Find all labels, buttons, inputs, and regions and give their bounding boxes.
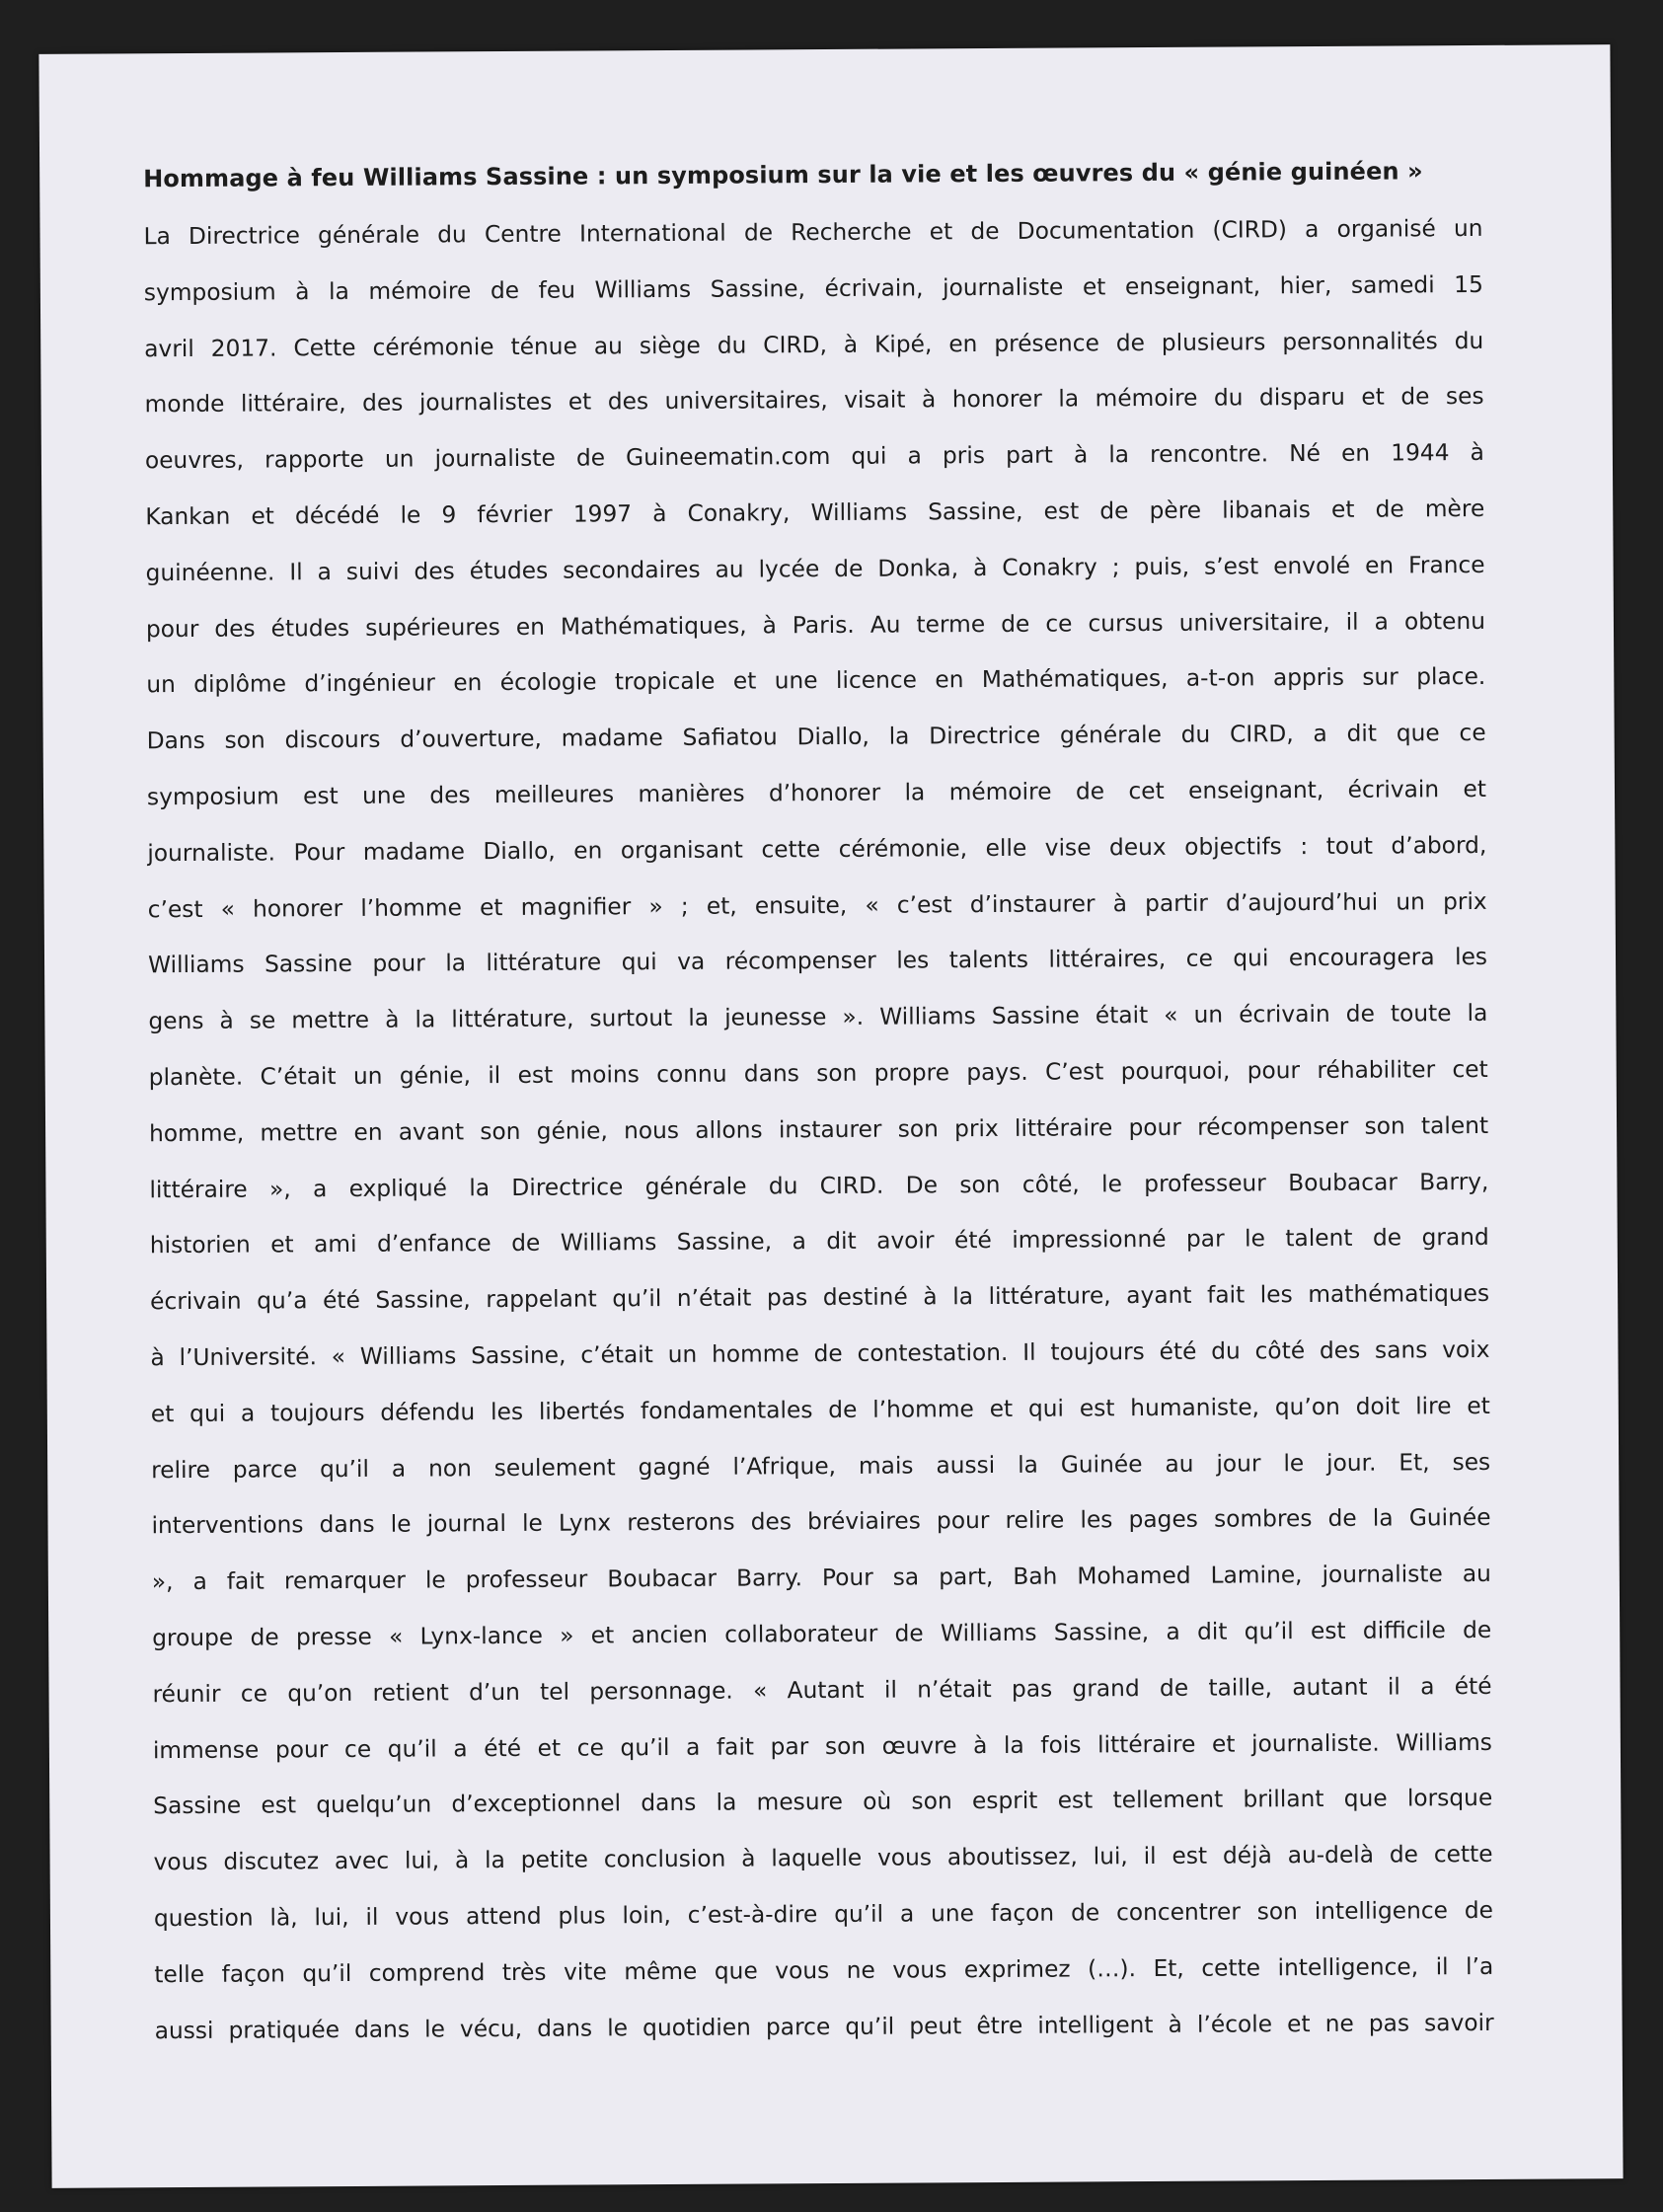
- body-line: et qui a toujours défendu les libertés fondamentales de l’homme et qui est humaniste, qu’on doit lire et: [150, 1392, 1490, 1427]
- body-line: homme, mettre en avant son génie, nous allons instaurer son prix littéraire pour récompenser son talent: [149, 1111, 1489, 1147]
- body-line: planète. C’était un génie, il est moins connu dans son propre pays. C’est pourquoi, pour réhabiliter cet: [148, 1055, 1488, 1092]
- body-line: Dans son discours d’ouverture, madame Safiatou Diallo, la Directrice générale du CIRD, a dit que ce: [146, 720, 1486, 755]
- body-line: réunir ce qu’on retient d’un tel personnage. « Autant il n’était pas grand de taille, autant il a été: [152, 1672, 1492, 1708]
- body-line: oeuvres, rapporte un journaliste de Guineematin.com qui a pris part à la rencontre. Né en 1944 à: [144, 439, 1484, 475]
- body-line: écrivain qu’a été Sassine, rappelant qu’il n’était pas destiné à la littérature, ayant fait les mathématiques: [150, 1280, 1490, 1316]
- body-line: gens à se mettre à la littérature, surtout la jeunesse ». Williams Sassine était « un écrivain de toute la: [148, 1000, 1488, 1035]
- body-line: vous discutez avec lui, à la petite conclusion à laquelle vous aboutissez, lui, il est déjà au-delà de cette: [153, 1841, 1493, 1876]
- body-line: interventions dans le journal le Lynx resterons des bréviaires pour relire les pages sombres de la Guinée: [151, 1504, 1491, 1540]
- body-line: un diplôme d’ingénieur en écologie tropicale et une licence en Mathématiques, a-t-on appris sur place.: [146, 663, 1486, 699]
- article-title: Hommage à feu Williams Sassine : un symposium sur la vie et les œuvres du « génie guinéen »: [143, 157, 1423, 193]
- body-line: monde littéraire, des journalistes et des universitaires, visait à honorer la mémoire du disparu et de ses: [144, 383, 1484, 419]
- body-line: immense pour ce qu’il a été et ce qu’il a fait par son œuvre à la fois littéraire et journaliste. Williams: [152, 1728, 1492, 1764]
- article: [143, 154, 1494, 2060]
- body-line: La Directrice générale du Centre International de Recherche et de Documentation (CIRD) a organisé un: [143, 214, 1483, 251]
- body-line: guinéenne. Il a suivi des études secondaires au lycée de Donka, à Conakry ; puis, s’est envolé en France: [145, 551, 1485, 587]
- body-line: historien et ami d’enfance de Williams Sassine, a dit avoir été impressionné par le talent de grand: [149, 1224, 1489, 1259]
- body-line: aussi pratiquée dans le vécu, dans le quotidien parce qu’il peut être intelligent à l’école et ne pas savoir: [154, 2009, 1494, 2044]
- body-line: groupe de presse « Lynx-lance » et ancien collaborateur de Williams Sassine, a dit qu’il est difficile de: [152, 1616, 1492, 1652]
- body-line: question là, lui, il vous attend plus loin, c’est-à-dire qu’il a une façon de concentrer son intelligence de: [153, 1896, 1494, 1933]
- paper-sheet: [38, 44, 1623, 2188]
- body-line: », a fait remarquer le professeur Boubacar Barry. Pour sa part, Bah Mohamed Lamine, journaliste au: [151, 1561, 1491, 1596]
- body-line: c’est « honorer l’homme et magnifier » ; et, ensuite, « c’est d’instaurer à partir d’aujourd’hui un prix: [147, 887, 1487, 923]
- body-line: pour des études supérieures en Mathématiques, à Paris. Au terme de ce cursus universitaire, il a obtenu: [145, 607, 1486, 643]
- body-line: relire parce qu’il a non seulement gagné l’Afrique, mais aussi la Guinée au jour le jour. Et, ses: [151, 1448, 1491, 1484]
- article-body: [143, 201, 1493, 2060]
- body-line: avril 2017. Cette cérémonie ténue au siège du CIRD, à Kipé, en présence de plusieurs personnalités du: [144, 327, 1484, 362]
- body-line: symposium à la mémoire de feu Williams Sassine, écrivain, journaliste et enseignant, hier, samedi 15: [143, 270, 1483, 307]
- body-line: à l’Université. « Williams Sassine, c’était un homme de contestation. Il toujours été du côté des sans voix: [150, 1335, 1490, 1372]
- body-line: journaliste. Pour madame Diallo, en organisant cette cérémonie, elle vise deux objectifs : tout d’abord,: [147, 831, 1487, 867]
- body-line: telle façon qu’il comprend très vite même que vous ne vous exprimez (…). Et, cette intelligence, il l’a: [154, 1952, 1494, 1988]
- body-line: Sassine est quelqu’un d’exceptionnel dans la mesure où son esprit est tellement brillant que lorsque: [153, 1785, 1493, 1820]
- body-line: Williams Sassine pour la littérature qui va récompenser les talents littéraires, ce qui encouragera les: [147, 944, 1488, 979]
- body-line: littéraire », a expliqué la Directrice générale du CIRD. De son côté, le professeur Boubacar Barry,: [149, 1168, 1489, 1203]
- body-line: Kankan et décédé le 9 février 1997 à Conakry, Williams Sassine, est de père libanais et de mère: [145, 495, 1485, 531]
- body-line: symposium est une des meilleures manières d’honorer la mémoire de cet enseignant, écrivain et: [146, 775, 1487, 811]
